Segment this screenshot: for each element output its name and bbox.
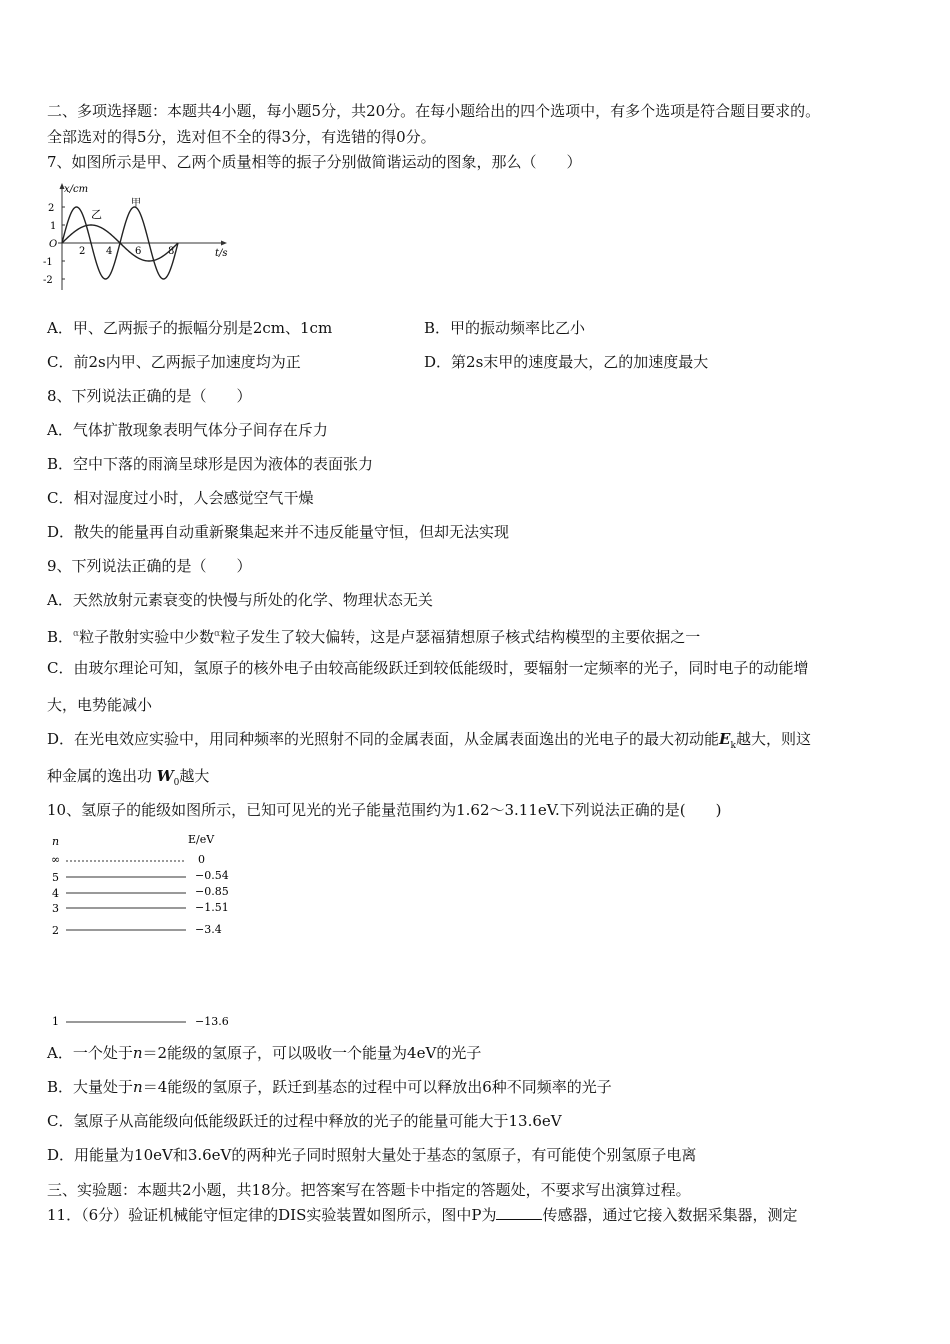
level-n-label: 5 — [52, 871, 59, 884]
q7-y-tick: 1 — [50, 221, 57, 232]
q8-stem: 8、下列说法正确的是（ ） — [47, 387, 252, 405]
level-e-value: −0.54 — [195, 869, 229, 882]
q7-stem: 7、如图所示是甲、乙两个质量相等的振子分别做简谐运动的图象，那么（ ） — [47, 153, 582, 171]
q8-option-c: C．相对湿度过小时，人会感觉空气干燥 — [47, 489, 314, 507]
q7-vibration-graph — [40, 180, 240, 295]
q7-option-b: B．甲的振动频率比乙小 — [424, 319, 586, 337]
q7-x-tick: 4 — [106, 246, 113, 257]
q7-option-a: A．甲、乙两振子的振幅分别是2cm、1cm — [47, 319, 333, 337]
q11-stem-text: 传感器，通过它接入数据采集器，测定 — [542, 1206, 798, 1224]
q7-origin-label: O — [49, 239, 58, 250]
q7-curve-label-yi: 乙 — [91, 208, 102, 221]
q9-option-b-prefix: B． — [47, 628, 74, 646]
q10-option-c: C．氢原子从高能级向低能级跃迁的过程中释放的光子的能量可能大于13.6eV — [47, 1112, 562, 1130]
w0-subscript: 0 — [173, 778, 180, 788]
ek-symbol: E — [719, 730, 731, 748]
ek-subscript: k — [730, 741, 736, 751]
q8-option-d: D．散失的能量再自动重新聚集起来并不违反能量守恒，但却无法实现 — [47, 523, 510, 541]
alpha-symbol: α — [214, 629, 221, 639]
level-n-label: 1 — [52, 1015, 59, 1028]
q7-options-row1 — [47, 318, 586, 338]
q11-stem-text: 11．（6分）验证机械能守恒定律的DIS实验装置如图所示，图中P为 — [47, 1206, 497, 1224]
q9-option-d-text: 越大 — [179, 767, 210, 785]
level-e-value: −13.6 — [195, 1015, 229, 1028]
section2-header-line1: 二、多项选择题：本题共4小题，每小题5分，共20分。在每小题给出的四个选项中，有多个选项是符合题目要求的。 — [47, 102, 821, 120]
section3-header: 三、实验题：本题共2小题，共18分。把答案写在答题卡中指定的答题处，不要求写出演算过程。 — [47, 1181, 691, 1199]
level-n-label: ∞ — [51, 853, 61, 866]
q10-option-b-text: B．大量处于 — [47, 1078, 134, 1096]
n-variable: n — [132, 1044, 143, 1062]
q7-option-d: D．第2s末甲的速度最大，乙的加速度最大 — [424, 353, 709, 371]
q9-option-b — [47, 624, 700, 647]
q11-stem — [47, 1205, 797, 1225]
q9-option-c-line2: 大，电势能减小 — [47, 696, 153, 714]
level-e-value: −1.51 — [195, 901, 229, 914]
section2-header-line2: 全部选对的得5分，选对但不全的得3分，有选错的得0分。 — [47, 128, 436, 146]
q10-option-b-text: ＝4能级的氢原子，跃迁到基态的过程中可以释放出6种不同频率的光子 — [142, 1078, 612, 1096]
level-e-value: −3.4 — [195, 923, 222, 936]
q9-option-c-line1: C．由玻尔理论可知，氢原子的核外电子由较高能级跃迁到较低能级时，要辐射一定频率的光子，同时电子的动能增 — [47, 659, 809, 677]
q7-x-axis-arrow — [221, 241, 227, 246]
q9-option-a: A．天然放射元素衰变的快慢与所处的化学、物理状态无关 — [47, 591, 433, 609]
q9-stem: 9、下列说法正确的是（ ） — [47, 557, 252, 575]
q7-x-tick: 2 — [79, 246, 86, 257]
q7-option-c: C．前2s内甲、乙两振子加速度均为正 — [47, 353, 301, 371]
q10-n-label: n — [52, 835, 60, 848]
q10-option-a-text: ＝2能级的氢原子，可以吸收一个能量为4eV的光子 — [142, 1044, 482, 1062]
level-e-value: 0 — [198, 853, 205, 866]
q10-option-a — [47, 1043, 481, 1063]
q9-option-d-text: 种金属的逸出功 — [47, 767, 153, 785]
level-n-label: 2 — [52, 924, 59, 937]
q8-option-b: B．空中下落的雨滴呈球形是因为液体的表面张力 — [47, 455, 374, 473]
alpha-symbol: α — [73, 629, 80, 639]
q8-option-a: A．气体扩散现象表明气体分子间存在斥力 — [47, 421, 328, 439]
q9-option-d-line1 — [47, 729, 811, 756]
q7-y-axis-label: x/cm — [64, 184, 89, 195]
n-variable: n — [133, 1078, 143, 1096]
q7-options-row2 — [47, 352, 709, 372]
level-n-label: 4 — [52, 887, 59, 900]
q7-x-axis-label: t/s — [215, 248, 228, 259]
q10-option-a-text: A．一个处于 — [47, 1044, 133, 1062]
q10-option-d: D．用能量为10eV和3.6eV的两种光子同时照射大量处于基态的氢原子，有可能使个别氢原子电离 — [47, 1146, 697, 1164]
q7-curve-label-jia: 甲 — [131, 198, 141, 209]
level-n-label: 3 — [52, 902, 59, 915]
q10-energy-level-diagram — [44, 828, 254, 1033]
q7-x-tick: 6 — [135, 246, 142, 257]
q10-e-label: E/eV — [188, 833, 215, 846]
q7-y-tick: 2 — [48, 203, 55, 214]
q9-option-d-text: 越大，则这 — [735, 730, 811, 748]
q10-option-b — [47, 1077, 612, 1097]
q9-option-b-text: 粒子发生了较大偏转，这是卢瑟福猜想原子核式结构模型的主要依据之一 — [220, 628, 701, 646]
q9-option-b-text: 粒子散射实验中少数 — [79, 628, 215, 646]
q9-option-d-text: D．在光电效应实验中，用同种频率的光照射不同的金属表面，从金属表面逸出的光电子的最大初动能 — [47, 730, 720, 748]
q7-y-tick: -1 — [43, 257, 53, 268]
level-e-value: −0.85 — [195, 885, 229, 898]
q9-option-d-line2 — [47, 766, 209, 793]
q10-stem: 10、氢原子的能级如图所示，已知可见光的光子能量范围约为1.62～3.11eV.下列说法正确的是( ) — [47, 801, 722, 819]
q11-answer-blank[interactable] — [496, 1205, 542, 1220]
q7-x-tick: 8 — [168, 246, 175, 257]
q7-y-tick: -2 — [43, 275, 53, 286]
w0-symbol: W — [156, 767, 174, 785]
